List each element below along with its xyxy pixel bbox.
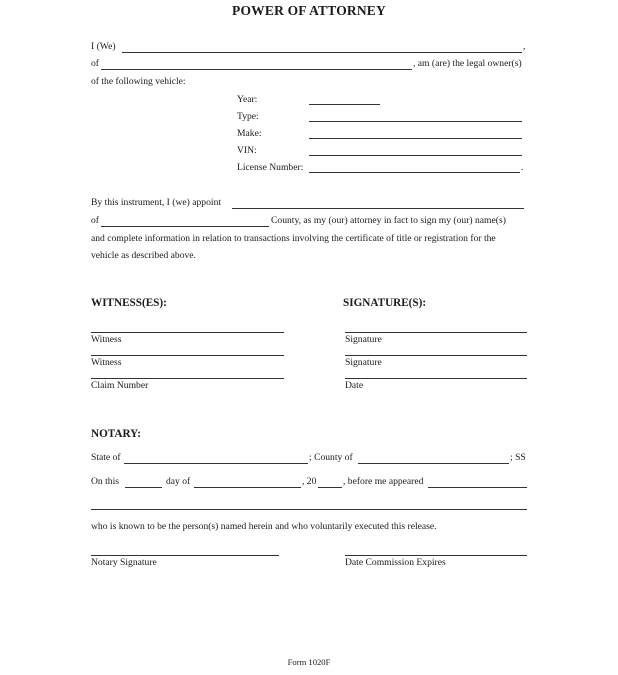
owner-of-label: of bbox=[91, 58, 99, 69]
legal-owner-text: , am (are) the legal owner(s) bbox=[413, 58, 522, 69]
year-suffix-field[interactable] bbox=[318, 487, 342, 488]
license-label: License Number: bbox=[237, 162, 304, 173]
owner-name-field[interactable] bbox=[122, 52, 522, 53]
make-label: Make: bbox=[237, 128, 262, 139]
following-vehicle-text: of the following vehicle: bbox=[91, 76, 186, 87]
notary-heading: NOTARY: bbox=[91, 428, 141, 440]
owner-address-field[interactable] bbox=[101, 69, 412, 70]
signature1-label: Signature bbox=[345, 334, 382, 345]
state-of-label: State of bbox=[91, 452, 121, 463]
claim-number-line[interactable] bbox=[91, 378, 284, 379]
on-this-label: On this bbox=[91, 476, 119, 487]
license-period: . bbox=[521, 162, 524, 173]
complete-info-text: and complete information in relation to transactions involving the certificate of title or registration for the bbox=[91, 233, 496, 244]
state-field[interactable] bbox=[124, 463, 308, 464]
notary-signature-line[interactable] bbox=[91, 555, 279, 556]
witness2-line[interactable] bbox=[91, 355, 284, 356]
make-field[interactable] bbox=[309, 138, 522, 139]
year-prefix-label: , 20 bbox=[302, 476, 317, 487]
county-of-label: ; County of bbox=[309, 452, 353, 463]
notary-signature-label: Notary Signature bbox=[91, 557, 157, 568]
date-label: Date bbox=[345, 380, 364, 391]
appoint-text: By this instrument, I (we) appoint bbox=[91, 197, 222, 208]
day-of-label: day of bbox=[166, 476, 191, 487]
page-title: POWER OF ATTORNEY bbox=[232, 3, 386, 18]
county-attorney-text: County, as my (our) attorney in fact to sign my (our) name(s) bbox=[271, 215, 506, 226]
owner-comma: , bbox=[523, 41, 526, 52]
type-label: Type: bbox=[237, 111, 259, 122]
signature-heading: SIGNATURE(S): bbox=[343, 297, 427, 309]
license-field[interactable] bbox=[309, 172, 520, 173]
year-label: Year: bbox=[237, 94, 258, 105]
vin-field[interactable] bbox=[309, 155, 522, 156]
appeared-name-line[interactable] bbox=[91, 509, 527, 510]
witness1-line[interactable] bbox=[91, 332, 284, 333]
witness2-label: Witness bbox=[91, 357, 122, 368]
commission-expires-line[interactable] bbox=[345, 555, 527, 556]
known-person-text: who is known to be the person(s) named herein and who voluntarily executed this release. bbox=[91, 521, 437, 532]
notary-county-field[interactable] bbox=[358, 463, 509, 464]
signature1-line[interactable] bbox=[345, 332, 527, 333]
before-me-label: , before me appeared bbox=[343, 476, 424, 487]
form-number: Form 1020F bbox=[287, 657, 331, 667]
signature2-label: Signature bbox=[345, 357, 382, 368]
appoint-of-label: of bbox=[91, 215, 99, 226]
witness1-label: Witness bbox=[91, 334, 122, 345]
month-field[interactable] bbox=[194, 487, 301, 488]
owner-label: I (We) bbox=[91, 41, 116, 52]
appeared-field[interactable] bbox=[428, 487, 527, 488]
commission-expires-label: Date Commission Expires bbox=[345, 557, 446, 568]
ss-label: ; SS bbox=[510, 452, 526, 463]
witness-heading: WITNESS(ES): bbox=[91, 297, 167, 309]
year-field[interactable] bbox=[309, 104, 380, 105]
vehicle-described-text: vehicle as described above. bbox=[91, 250, 196, 261]
signature2-line[interactable] bbox=[345, 355, 527, 356]
county-field[interactable] bbox=[101, 226, 269, 227]
type-field[interactable] bbox=[309, 121, 522, 122]
claim-number-label: Claim Number bbox=[91, 380, 149, 391]
attorney-name-field[interactable] bbox=[232, 208, 524, 209]
day-field[interactable] bbox=[125, 487, 162, 488]
date-line[interactable] bbox=[345, 378, 527, 379]
vin-label: VIN: bbox=[237, 145, 257, 156]
